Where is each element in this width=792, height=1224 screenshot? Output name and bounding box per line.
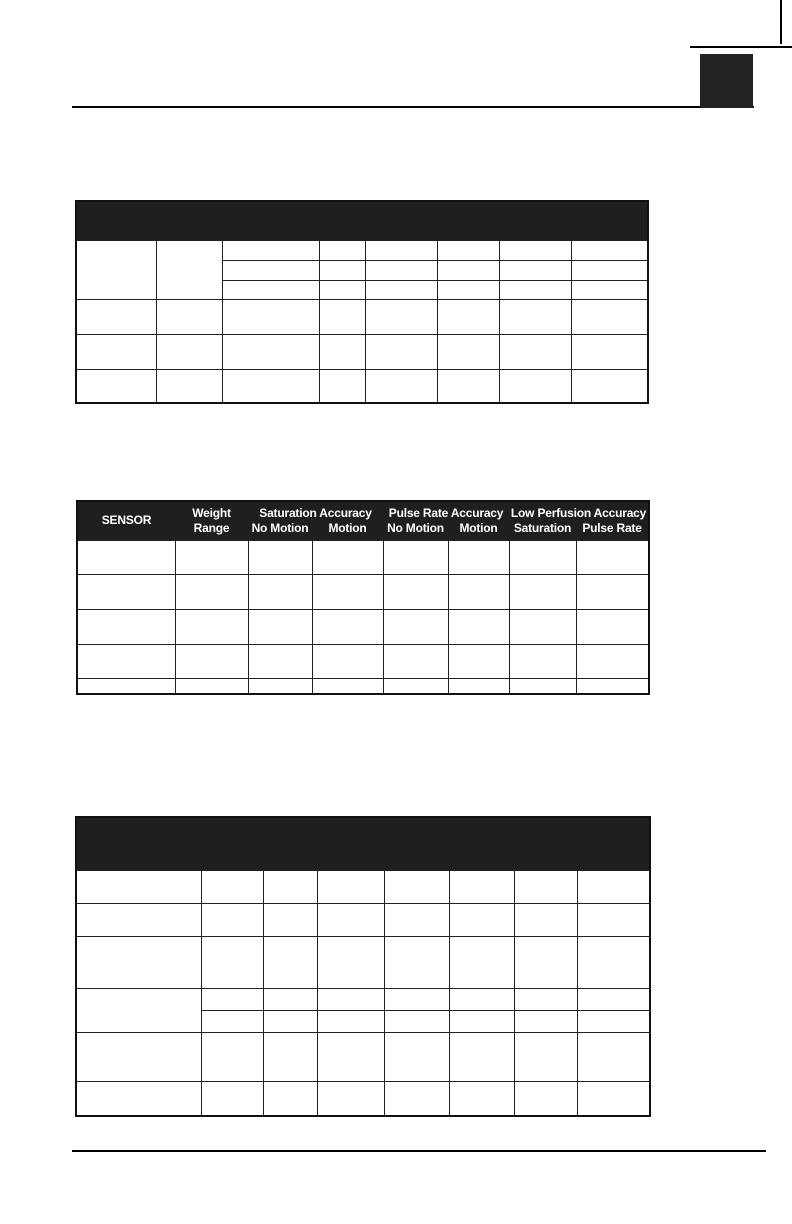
- weight-header: Weight: [175, 501, 248, 521]
- table-row: [76, 1033, 650, 1082]
- table-row: [76, 937, 650, 989]
- table-row: [77, 540, 649, 574]
- sat-no-motion-header: No Motion: [248, 521, 312, 540]
- table-row: [76, 989, 650, 1010]
- table-row: [77, 644, 649, 678]
- table-header: [76, 817, 650, 871]
- table-row: [77, 609, 649, 644]
- table-2: [76, 500, 650, 695]
- crop-mark-horizontal: [690, 46, 792, 48]
- table-row: [76, 299, 648, 334]
- saturation-accuracy-header: Saturation Accuracy: [248, 501, 383, 521]
- footer-rule: [72, 1150, 766, 1152]
- table-row: [76, 240, 648, 260]
- sat-motion-header: Motion: [312, 521, 383, 540]
- pulse-rate-accuracy-header: Pulse Rate Accuracy: [383, 501, 509, 521]
- table-header: [77, 501, 649, 521]
- table-3: [75, 816, 651, 1117]
- table-row: [77, 574, 649, 609]
- section-tab: [700, 54, 753, 108]
- table-1: [75, 200, 649, 404]
- pr-no-motion-header: No Motion: [383, 521, 448, 540]
- lp-pulse-rate-header: Pulse Rate: [576, 521, 649, 540]
- header-rule: [72, 106, 754, 108]
- table-row: [76, 334, 648, 369]
- lp-saturation-header: Saturation: [509, 521, 576, 540]
- table-row: [76, 369, 648, 403]
- table-row: [77, 678, 649, 694]
- table-row: [76, 903, 650, 937]
- low-perfusion-accuracy-header: Low Perfusion Accuracy: [509, 501, 649, 521]
- table-row: [76, 871, 650, 904]
- sensor-header: SENSOR: [77, 501, 175, 540]
- table-header: [76, 201, 648, 240]
- crop-mark-vertical: [780, 0, 782, 44]
- table-row: [76, 1081, 650, 1116]
- range-header: Range: [175, 521, 248, 540]
- pr-motion-header: Motion: [448, 521, 509, 540]
